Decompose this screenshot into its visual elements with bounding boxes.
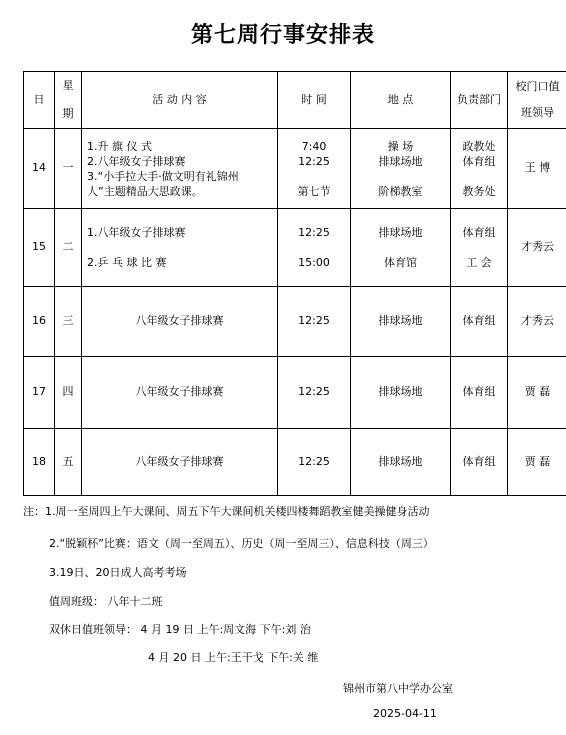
row-times: 12:25 [278, 357, 351, 429]
dept-item: 政教处 [462, 139, 496, 153]
dept-item: 工 会 [466, 255, 492, 269]
place-item: 排球场地 [378, 225, 423, 239]
activity-item: 2.八年级女子排球赛 [87, 154, 186, 168]
header-weekday-2: 期 [62, 107, 74, 120]
row-duty-leader: 才秀云 [508, 287, 566, 357]
row-depts: 体育组 [451, 357, 508, 429]
header-weekday [55, 72, 82, 129]
table-row [24, 129, 566, 209]
row-places [351, 209, 451, 287]
schedule-table [23, 71, 566, 496]
header-place: 地 点 [351, 72, 451, 129]
table-row [24, 429, 566, 496]
row-depts: 体育组 [451, 287, 508, 357]
weekend-duty-2: 4 月 20 日 上午:王干戈 下午:关 维 [148, 651, 319, 664]
row-day: 17 [24, 357, 55, 429]
row-duty-leader: 王 博 [508, 129, 566, 209]
issuing-office: 锦州市第八中学办公室 [343, 682, 453, 695]
activity-item: 3.“小手拉大手·做文明有礼锦州 [87, 169, 239, 183]
row-depts [451, 129, 508, 209]
time-item: 7:40 [301, 139, 327, 153]
table-row [24, 209, 566, 287]
place-item: 体育馆 [384, 255, 417, 269]
dept-item: 体育组 [462, 225, 496, 239]
row-activities [82, 209, 278, 287]
row-times [278, 129, 351, 209]
time-item [278, 169, 350, 184]
header-duty-2: 班领导 [521, 106, 554, 119]
row-times: 12:25 [278, 429, 351, 496]
time-item: 12:25 [298, 225, 330, 239]
time-item: 12:25 [298, 154, 330, 168]
header-duty-leader [508, 72, 566, 129]
table-row [24, 287, 566, 357]
row-places [351, 129, 451, 209]
row-depts: 体育组 [451, 429, 508, 496]
activity-item: 1.升 旗 仪 式 [87, 139, 152, 153]
note-3: 3.19日、20日成人高考考场 [49, 566, 187, 579]
page-title: 第七周行事安排表 [190, 22, 375, 48]
time-item: 第七节 [297, 184, 331, 198]
place-item: 排球场地 [378, 154, 423, 168]
header-weekday-1: 星 [62, 79, 74, 92]
note-1: 注：1.周一至周四上午大课间、周五下午大课间机关楼四楼舞蹈教室健美操健身活动 [23, 505, 430, 518]
row-day: 18 [24, 429, 55, 496]
duty-class: 值周班级： 八年十二班 [49, 595, 163, 608]
header-duty-1: 校门口值 [515, 80, 560, 93]
row-activities: 八年级女子排球赛 [82, 357, 278, 429]
row-times: 12:25 [278, 287, 351, 357]
header-day: 日 [24, 72, 55, 129]
dept-item [451, 169, 507, 184]
dept-item: 教务处 [462, 184, 496, 198]
row-activities: 八年级女子排球赛 [82, 429, 278, 496]
row-places: 排球场地 [351, 357, 451, 429]
activity-item: 1.八年级女子排球赛 [87, 225, 186, 239]
row-weekday: 二 [55, 209, 82, 287]
header-row [24, 72, 566, 129]
dept-item: 体育组 [462, 154, 496, 168]
table-row [24, 357, 566, 429]
row-day: 15 [24, 209, 55, 287]
header-activity: 活 动 内 容 [82, 72, 278, 129]
row-weekday: 三 [55, 287, 82, 357]
activity-item: 2.乒 乓 球 比 赛 [87, 255, 167, 269]
note-2: 2.“脱颖杯”比赛：语文（周一至周五）、历史（周一至周三）、信息科技（周三） [49, 537, 434, 550]
row-weekday: 一 [55, 129, 82, 209]
row-weekday: 四 [55, 357, 82, 429]
row-depts [451, 209, 508, 287]
place-item: 操 场 [387, 139, 414, 153]
issue-date: 2025-04-11 [373, 707, 437, 720]
row-weekday: 五 [55, 429, 82, 496]
row-day: 16 [24, 287, 55, 357]
weekend-duty-1: 双休日值班领导： 4 月 19 日 上午:周文海 下午:刘 治 [49, 623, 311, 636]
row-places: 排球场地 [351, 287, 451, 357]
header-dept: 负责部门 [451, 72, 508, 129]
row-duty-leader: 贾 磊 [508, 429, 566, 496]
row-times [278, 209, 351, 287]
row-duty-leader: 贾 磊 [508, 357, 566, 429]
activity-item: 人”主题精品大思政课。 [87, 184, 203, 198]
place-item: 阶梯教室 [378, 184, 423, 198]
row-duty-leader: 才秀云 [508, 209, 566, 287]
header-time: 时 间 [278, 72, 351, 129]
row-activities [82, 129, 278, 209]
place-item [351, 169, 450, 184]
time-item: 15:00 [298, 255, 330, 269]
row-day: 14 [24, 129, 55, 209]
row-activities: 八年级女子排球赛 [82, 287, 278, 357]
row-places: 排球场地 [351, 429, 451, 496]
